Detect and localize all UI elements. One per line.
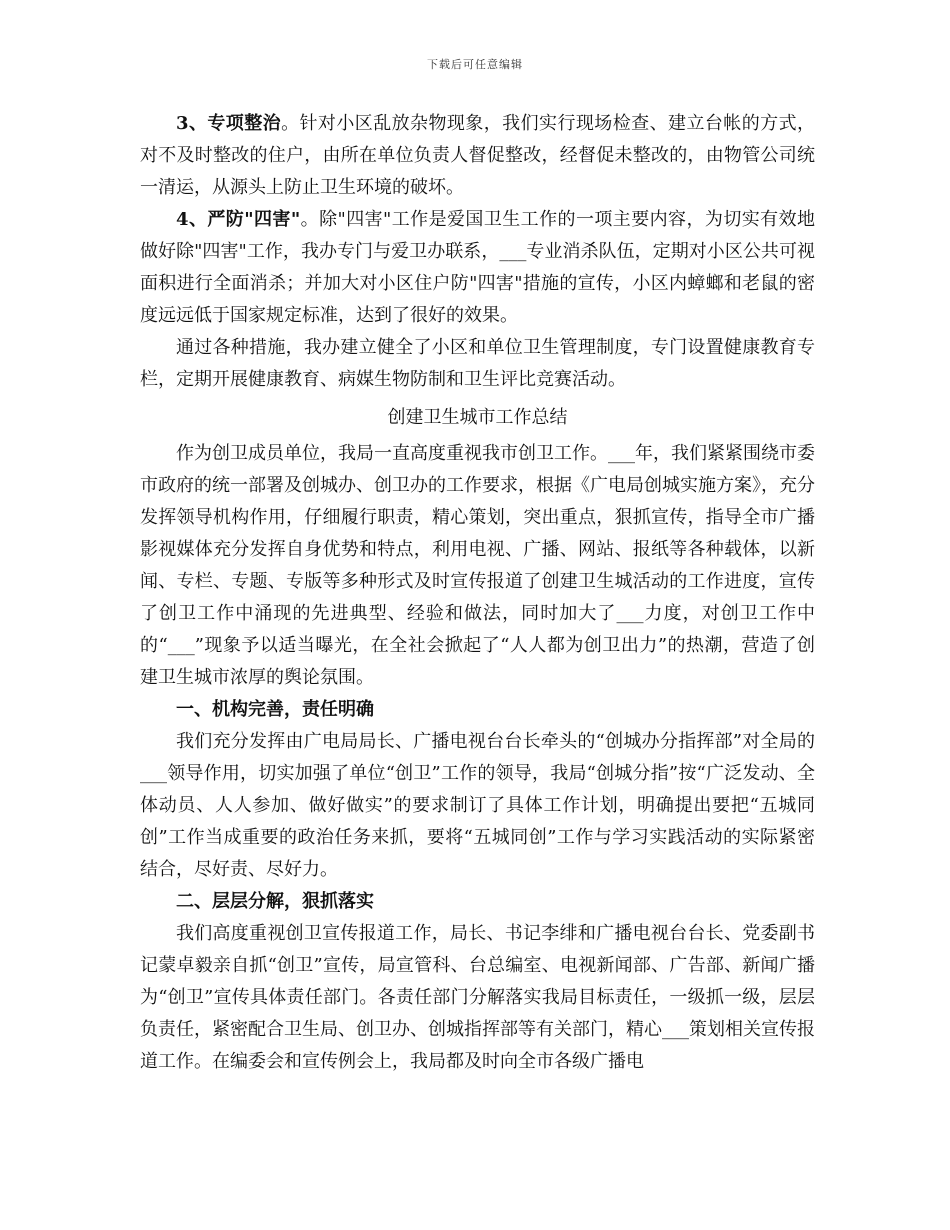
paragraph-section-1: 我们充分发挥由广电局局长、广播电视台台长牵头的“创城办分指挥部”对全局的___领导作用，切实加强了单位“创卫”工作的领导，我局“创城分指”按“广泛发动、全体动员、人人参加、做好做实”的要求制订了具体工作计划，明确提出要把“五城同创”工作当成重要的政治任务来抓，要将“五城同创”工作与学习实践活动的实际紧密结合，尽好责、尽好力。 [140, 731, 815, 880]
document-body [140, 108, 815, 1078]
page-header: 下载后可任意编辑 [427, 58, 523, 71]
document-title: 创建卫生城市工作总结 [387, 407, 568, 428]
paragraph-intro: 作为创卫成员单位，我局一直高度重视我市创卫工作。___年，我们紧紧围绕市委市政府的统一部署及创城办、创卫办的工作要求，根据《广电局创城实施方案》，充分发挥领导机构作用，仔细履行职责，精心策划，突出重点，狠抓宣传，指导全市广播影视媒体充分发挥自身优势和特点，利用电视、广播、网站、报纸等各种载体，以新闻、专栏、专题、专版等多种形式及时宣传报道了创建卫生城活动的工作进度，宣传了创卫工作中涌现的先进典型、经验和做法，同时加大了___力度，对创卫工作中的“___”现象予以适当曝光，在全社会掀起了“人人都为创卫出力”的热潮，营造了创建卫生城市浓厚的舆论氛围。 [140, 443, 815, 688]
paragraph-text: 。针对小区乱放杂物现象，我们实行现场检查、建立台帐的方式，对不及时整改的住户，由所在单位负责人督促整改，经督促未整改的，由物管公司统一清运，从源头上防止卫生环境的破坏。 [140, 113, 815, 198]
paragraph-special-rectification [140, 108, 815, 204]
paragraph-lead: 3、专项整治 [176, 113, 282, 134]
section-heading-1: 一、机构完善，责任明确 [176, 699, 374, 720]
paragraph-section-2: 我们高度重视创卫宣传报道工作，局长、书记李绯和广播电视台台长、党委副书记蒙卓毅亲自抓“创卫”宣传，局宣管科、台总编室、电视新闻部、广告部、新闻广播为“创卫”宣传具体责任部门。各责任部门分解落实我局目标责任，一级抓一级，层层负责任，紧密配合卫生局、创卫办、创城指挥部等有关部门，精心___策划相关宣传报道工作。在编委会和宣传例会上，我局都及时向全市各级广播电 [140, 923, 815, 1072]
paragraph-measures: 通过各种措施，我办建立健全了小区和单位卫生管理制度，专门设置健康教育专栏，定期开展健康教育、病媒生物防制和卫生评比竞赛活动。 [140, 337, 815, 390]
paragraph-text: 。除"四害"工作是爱国卫生工作的一项主要内容，为切实有效地做好除"四害"工作，我办专门与爱卫办联系，___专业消杀队伍，定期对小区公共可视面积进行全面消杀；并加大对小区住户防"四害"措施的宣传，小区内蟑螂和老鼠的密度远远低于国家规定标准，达到了很好的效果。 [140, 209, 815, 326]
section-heading-2: 二、层层分解，狠抓落实 [176, 891, 374, 912]
paragraph-four-pests [140, 204, 815, 332]
paragraph-lead: 4、严防"四害" [176, 209, 301, 230]
